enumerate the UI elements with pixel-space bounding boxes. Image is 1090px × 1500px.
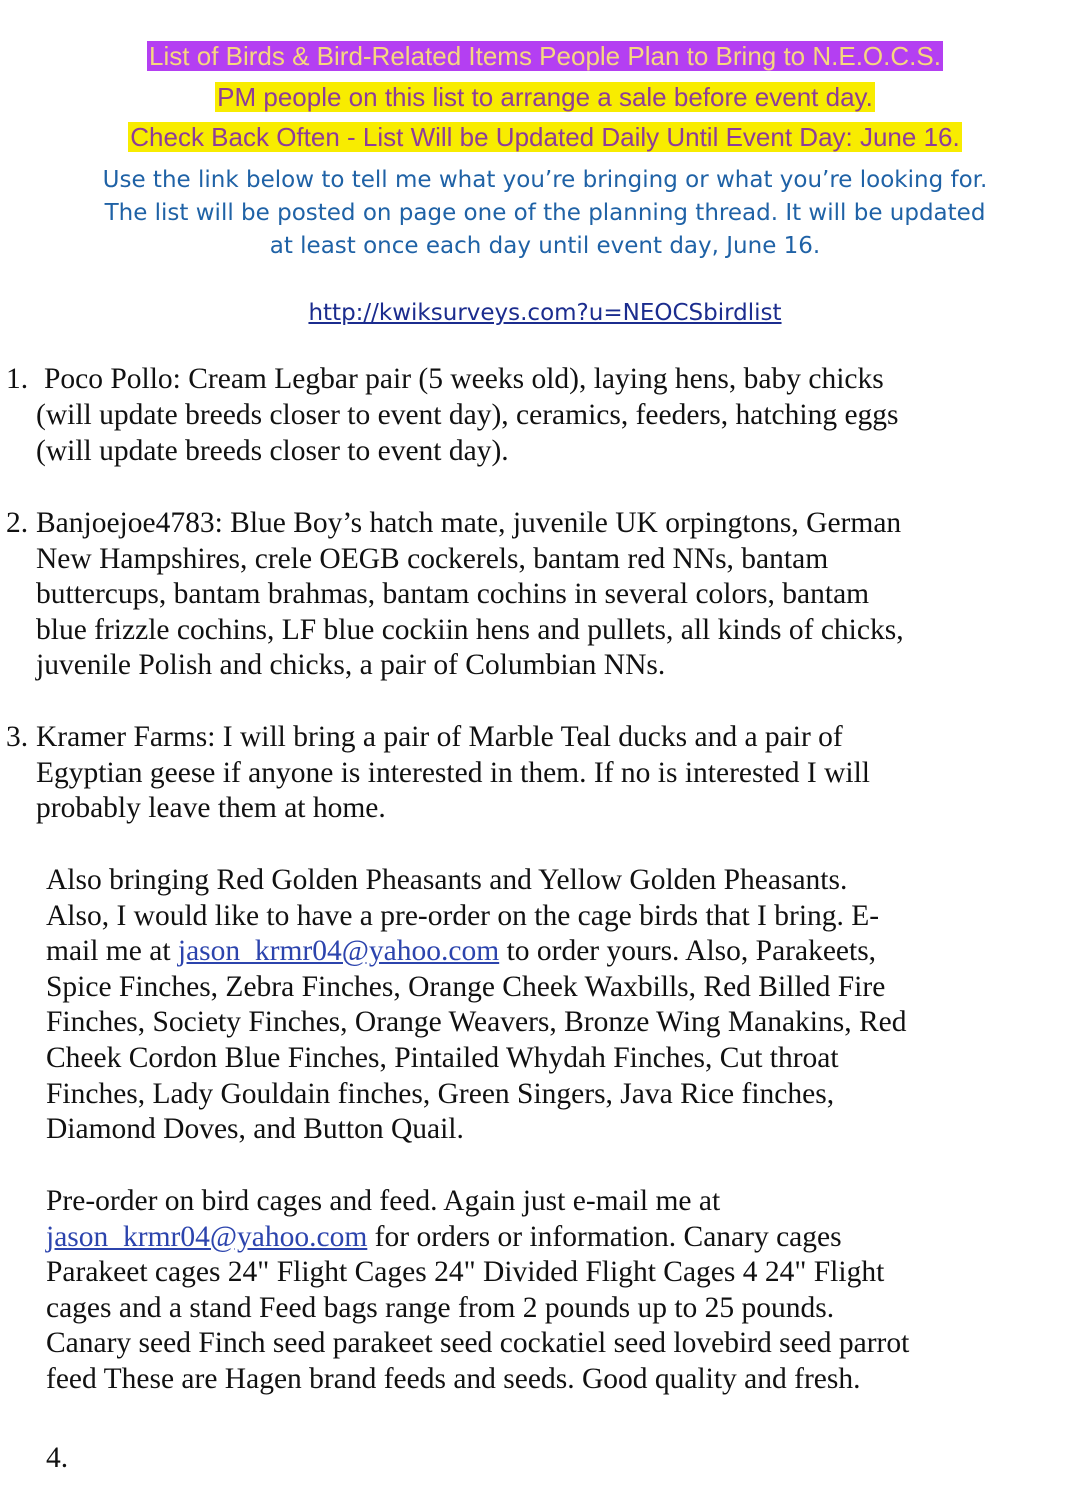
entry-line: juvenile Polish and chicks, a pair of Columbian NNs. — [36, 649, 666, 682]
info-paragraph — [0, 164, 1090, 263]
subtitle-line — [0, 78, 1090, 116]
entry-number: 3. — [6, 721, 29, 753]
notice-line — [0, 118, 1090, 156]
entry-line: Diamond Doves, and Button Quail. — [46, 1113, 464, 1146]
entry-line — [46, 1220, 909, 1256]
email-link[interactable]: jason_krmr04@yahoo.com — [177, 935, 500, 968]
entry-line: Banjoejoe4783: Blue Boy’s hatch mate, juvenile UK orpingtons, German — [36, 507, 902, 539]
title-line — [0, 37, 1090, 75]
entry-line: (will update breeds closer to event day). — [36, 434, 509, 467]
info-line: Use the link below to tell me what you’re bringing or what you’re looking for. — [102, 167, 988, 193]
entry-line: Pre-order on bird cages and feed. Again just e-mail me at — [46, 1185, 721, 1217]
text-fragment: for orders or information. Canary cages — [367, 1220, 842, 1253]
text-fragment: mail me at — [46, 935, 178, 968]
entry-line: Also, I would like to have a pre-order on the cage birds that I bring. E- — [46, 899, 880, 932]
entry-line: (will update breeds closer to event day), ceramics, feeders, hatching eggs — [36, 399, 899, 431]
email-link[interactable]: jason_krmr04@yahoo.com — [46, 1220, 368, 1253]
entry-poco-pollo — [44, 362, 884, 398]
update-notice: Check Back Often - List Will be Updated Daily Until Event Day: June 16. — [130, 122, 960, 152]
entry-line: blue frizzle cochins, LF blue cockiin hens and pullets, all kinds of chicks, — [36, 613, 904, 646]
entry-number: 4. — [46, 1442, 69, 1474]
entry-line: Spice Finches, Zebra Finches, Orange Cheek Waxbills, Red Billed Fire — [46, 970, 886, 1003]
page-title: List of Birds & Bird-Related Items People Plan to Bring to N.E.O.C.S. — [149, 41, 941, 71]
entry-line: cages and a stand Feed bags range from 2 pounds up to 25 pounds. — [46, 1291, 835, 1324]
entry-number: 2. — [6, 507, 29, 539]
entry-line: feed These are Hagen brand feeds and seeds. Good quality and fresh. — [46, 1362, 861, 1395]
kramer-cages-feed-paragraph — [46, 1184, 909, 1398]
entry-line: Parakeet cages 24" Flight Cages 24" Divided Flight Cages 4 24" Flight — [46, 1256, 885, 1289]
entry-line: Finches, Society Finches, Orange Weavers, Bronze Wing Manakins, Red — [46, 1006, 907, 1039]
entry-line: Kramer Farms: I will bring a pair of Marble Teal ducks and a pair of — [36, 721, 843, 753]
text-fragment: to order yours. Also, Parakeets, — [499, 935, 877, 968]
entry-line: Cheek Cordon Blue Finches, Pintailed Whydah Finches, Cut throat — [46, 1041, 839, 1074]
entry-line: Finches, Lady Gouldain finches, Green Singers, Java Rice finches, — [46, 1077, 835, 1110]
page-subtitle: PM people on this list to arrange a sale before event day. — [217, 82, 873, 112]
survey-link[interactable]: http://kwiksurveys.com?u=NEOCSbirdlist — [308, 300, 782, 326]
entry-line: probably leave them at home. — [36, 792, 386, 825]
info-line: The list will be posted on page one of the planning thread. It will be updated — [104, 200, 986, 226]
survey-link-line — [0, 298, 1090, 328]
entry-kramer-farms — [36, 720, 870, 827]
entry-line: Egyptian geese if anyone is interested in them. If no is interested I will — [36, 756, 870, 789]
kramer-cage-birds-paragraph — [46, 863, 907, 1148]
entry-banjoejoe — [36, 506, 904, 684]
entry-poco-pollo-cont — [36, 398, 899, 469]
entry-line: buttercups, bantam brahmas, bantam cochins in several colors, bantam — [36, 578, 870, 611]
entry-number: 1. — [6, 363, 29, 395]
entry-line: New Hampshires, crele OEGB cockerels, bantam red NNs, bantam — [36, 542, 829, 575]
entry-line: Poco Pollo: Cream Legbar pair (5 weeks old), laying hens, baby chicks — [44, 363, 884, 395]
entry-line: Canary seed Finch seed parakeet seed cockatiel seed lovebird seed parrot — [46, 1327, 910, 1360]
entry-line: Also bringing Red Golden Pheasants and Yellow Golden Pheasants. — [46, 864, 848, 896]
entry-line — [46, 934, 907, 970]
info-line: at least once each day until event day, June 16. — [269, 233, 821, 259]
